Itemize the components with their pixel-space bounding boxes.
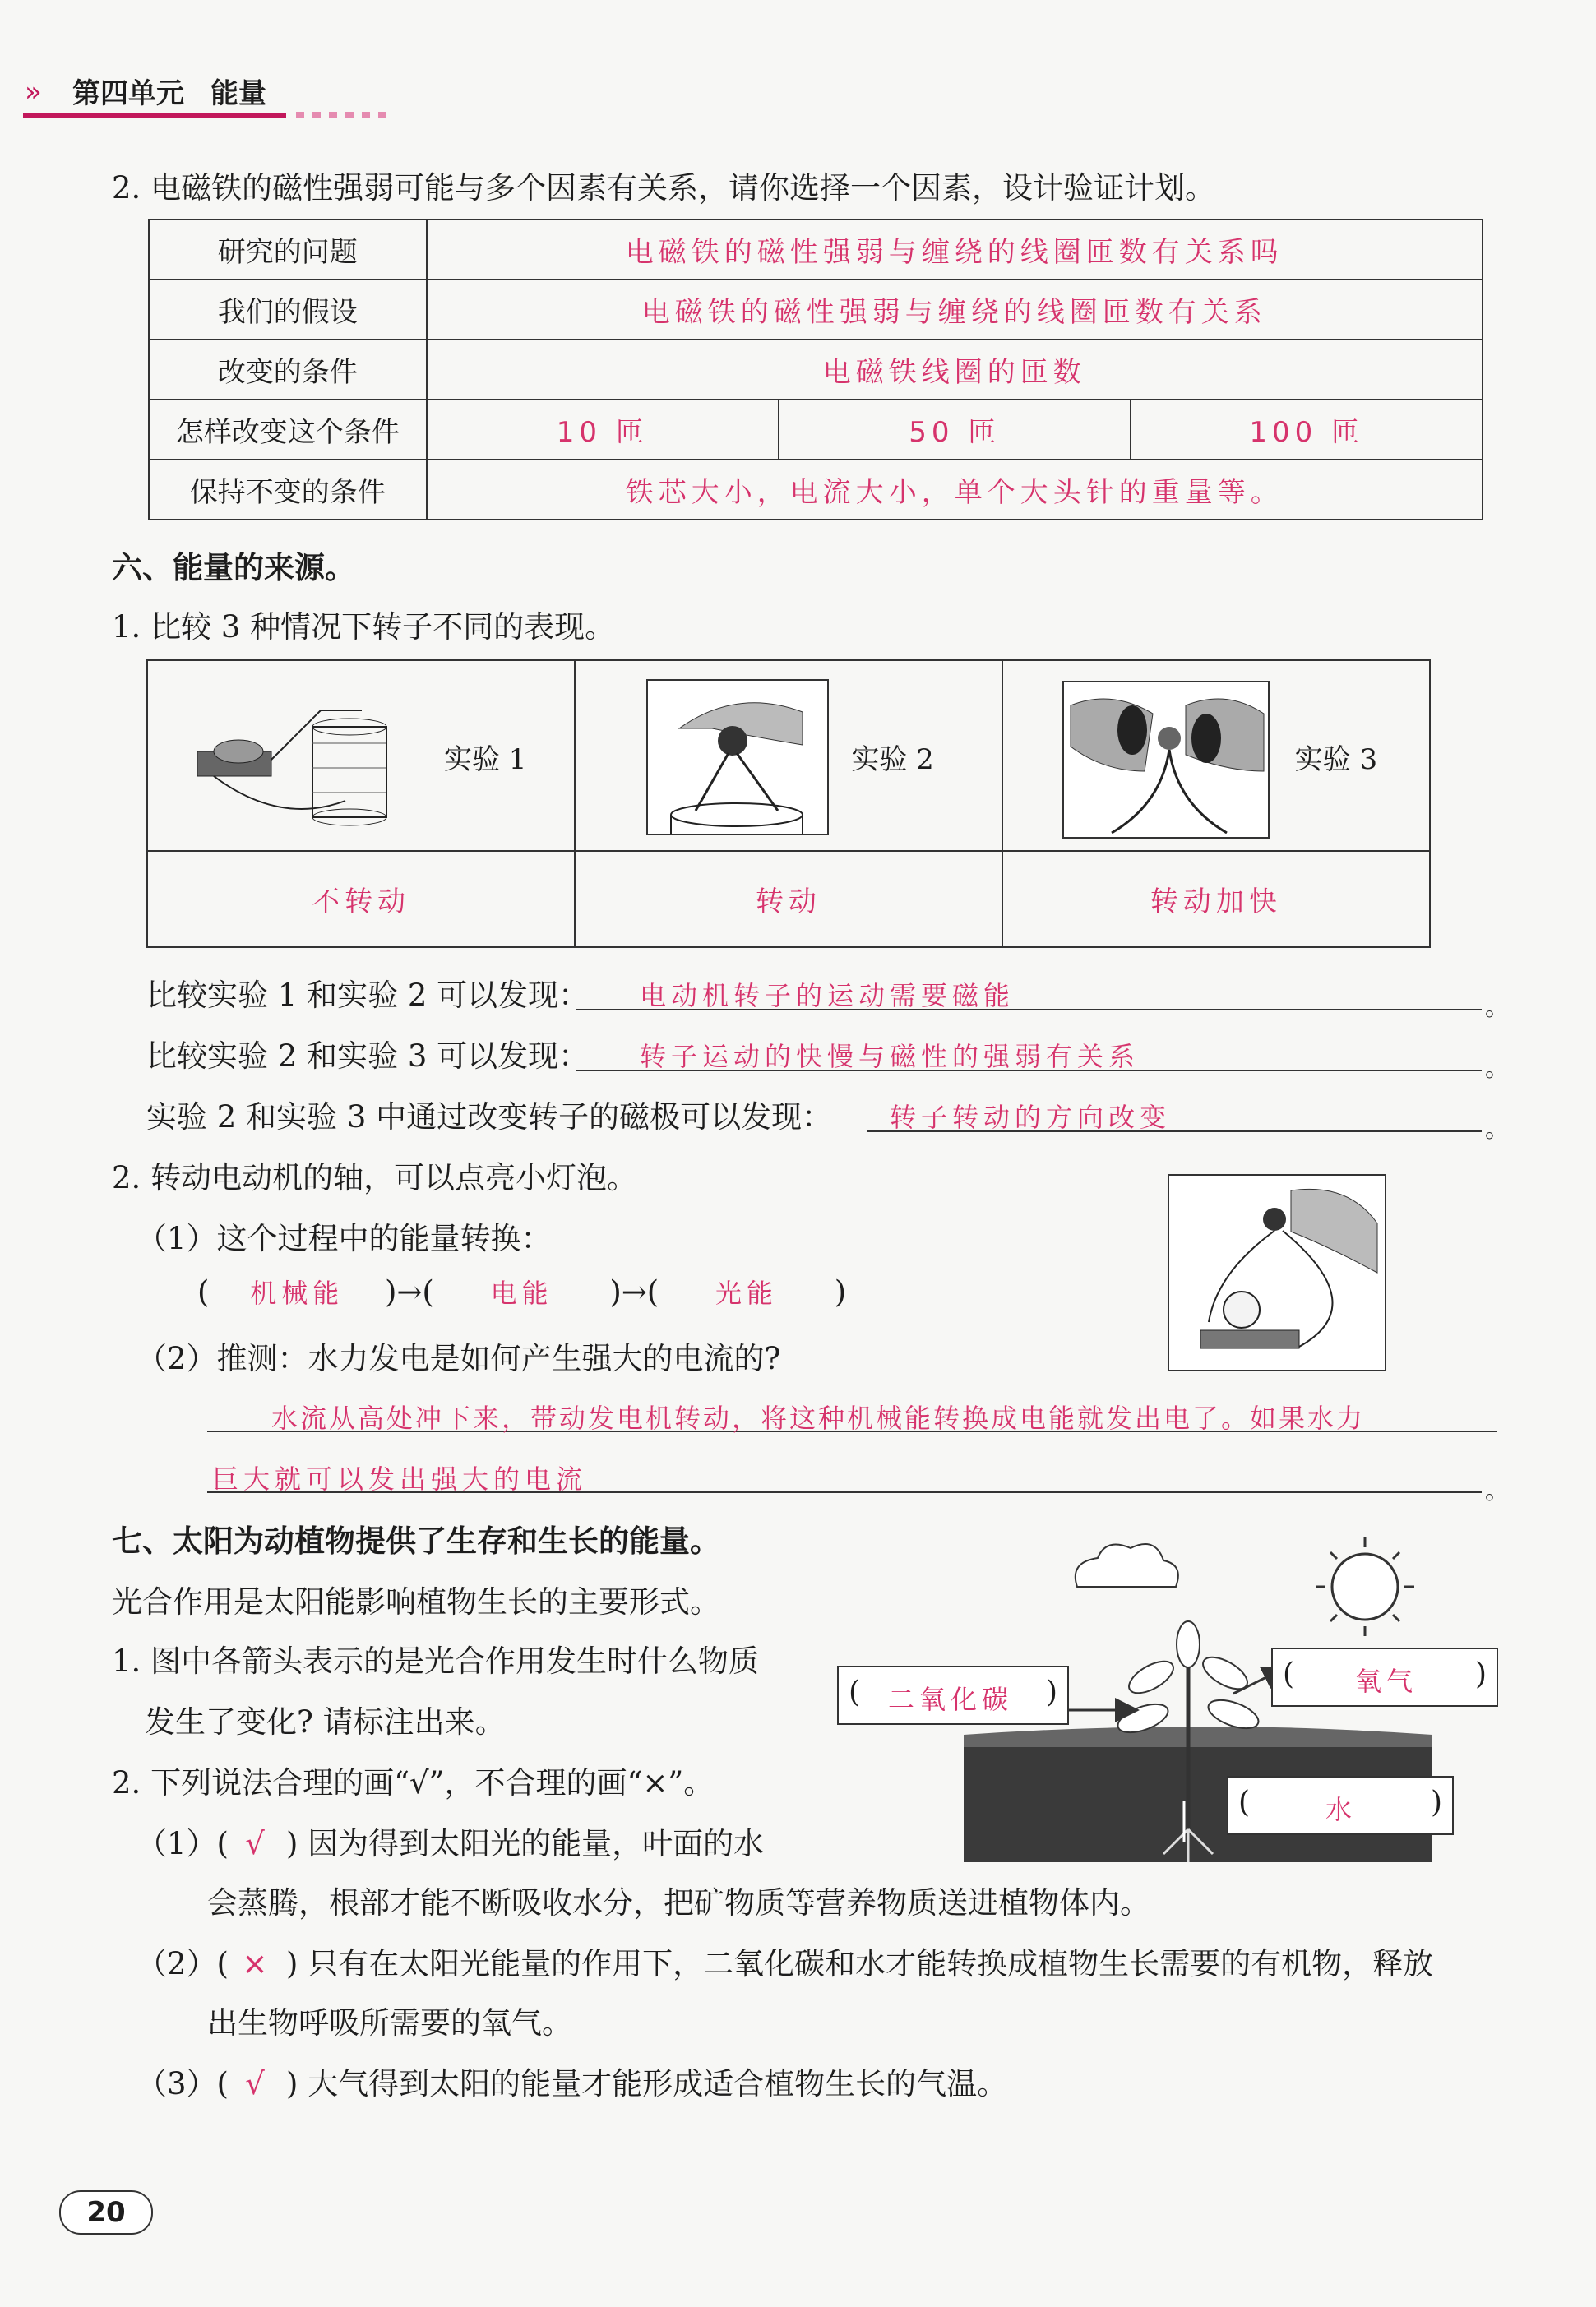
co2-answer: 二氧化碳 [888, 1684, 1014, 1715]
row-label: 研究的问题 [149, 220, 427, 280]
motor-lamp-illustration [1168, 1174, 1386, 1371]
experiment-1-label: 实验 1 [444, 743, 527, 776]
period: 。 [1485, 1477, 1510, 1505]
o2-answer: 氧气 [1355, 1666, 1418, 1697]
chevron-double-icon: » [25, 76, 42, 109]
item-2-mark: × [242, 1946, 273, 1981]
chain-electric-energy: 电能 [490, 1278, 553, 1309]
item-3-mark: √ [245, 2066, 270, 2101]
constant-conditions-answer: 铁芯大小，电流大小，单个大头针的重量等。 [427, 460, 1483, 520]
row-label: 我们的假设 [149, 280, 427, 340]
question-7-1-line2: 发生了变化? 请标注出来。 [145, 1704, 506, 1740]
sun-icon [1332, 1554, 1398, 1620]
item-number: （1） [136, 1826, 217, 1861]
turns-10: 10 匝 [427, 400, 779, 460]
experiment-2-label: 实验 2 [851, 743, 934, 776]
experiment-1-result: 不转动 [147, 851, 575, 947]
experiment-2-result: 转动 [575, 851, 1002, 947]
question-7-2: 2. 下列说法合理的画“√”，不合理的画“×”。 [112, 1765, 715, 1801]
experiment-3-cell [1002, 660, 1430, 851]
row-label: 改变的条件 [149, 340, 427, 400]
experiment-1-illustration [181, 677, 428, 842]
item-number: （3） [136, 2066, 217, 2101]
o2-label-box: ( 氧气 ) [1271, 1648, 1498, 1707]
judge-item-1: （1）( √ ) 因为得到太阳光的能量，叶面的水 [136, 1826, 765, 1861]
energy-chain [197, 1273, 846, 1311]
experiment-3-label: 实验 3 [1294, 743, 1378, 776]
row-label: 保持不变的条件 [149, 460, 427, 520]
compare-2-prompt: 比较实验 2 和实验 3 可以发现： [146, 1038, 590, 1074]
experiment-2-cell [575, 660, 1002, 851]
experiment-3-result: 转动加快 [1002, 851, 1430, 947]
judge-item-3: （3）( √ ) 大气得到太阳的能量才能形成适合植物生长的气温。 [136, 2066, 1008, 2101]
section-7-heading: 七、太阳为动植物提供了生存和生长的能量。 [112, 1523, 720, 1559]
period: 。 [1485, 993, 1510, 1022]
judge-item-2: （2）( × ) 只有在太阳光能量的作用下，二氧化碳和水才能转换成植物生长需要的有机物，释放 [136, 1946, 1434, 1981]
hydropower-answer-line-2: 巨大就可以发出强大的电流 [212, 1463, 588, 1495]
plan-table [148, 219, 1483, 520]
header-rule [23, 113, 286, 118]
paren-close-arrow: )→( [609, 1274, 659, 1310]
experiment-table [146, 659, 1431, 948]
judge-item-2-cont: 出生物呼吸所需要的氧气。 [207, 2005, 572, 2041]
experiment-3-illustration [1062, 681, 1270, 839]
chain-light-energy: 光能 [715, 1278, 779, 1309]
hydropower-answer-line-1: 水流从高处冲下来，带动发电机转动，将这种机械能转换成电能就发出电了。如果水力 [271, 1403, 1366, 1434]
item-number: （2） [136, 1946, 217, 1981]
co2-label-box: ( 二氧化碳 ) [837, 1666, 1069, 1725]
paren-open: ( [197, 1274, 210, 1310]
period: 。 [1485, 1054, 1510, 1083]
paren-close: ) [834, 1274, 847, 1310]
unit-label: 第四单元 [72, 77, 184, 110]
unit-title: 能量 [210, 77, 266, 110]
question-6-1: 1. 比较 3 种情况下转子不同的表现。 [112, 609, 616, 645]
item-1-mark: √ [245, 1826, 270, 1861]
question-6-2-2: （2）推测：水力发电是如何产生强大的电流的? [136, 1341, 781, 1376]
row-label: 怎样改变这个条件 [149, 400, 427, 460]
header-dots [296, 112, 386, 118]
compare-2-answer: 转子运动的快慢与磁性的强弱有关系 [640, 1041, 1140, 1072]
research-question-answer: 电磁铁的磁性强弱与缠绕的线圈匝数有关系吗 [427, 220, 1483, 280]
water-answer: 水 [1325, 1794, 1358, 1825]
experiment-2-illustration [646, 679, 829, 835]
experiment-1-cell [147, 660, 575, 851]
turns-100: 100 匝 [1131, 400, 1483, 460]
hypothesis-answer: 电磁铁的磁性强弱与缠绕的线圈匝数有关系 [427, 280, 1483, 340]
changed-condition-answer: 电磁铁线圈的匝数 [427, 340, 1483, 400]
paren-close-arrow: )→( [384, 1274, 434, 1310]
item-1-text: 因为得到太阳光的能量，叶面的水 [308, 1826, 765, 1861]
chain-mechanical-energy: 机械能 [250, 1278, 345, 1309]
turns-50: 50 匝 [779, 400, 1131, 460]
compare-1-prompt: 比较实验 1 和实验 2 可以发现： [146, 978, 590, 1013]
period: 。 [1485, 1115, 1510, 1144]
item-2-text: 只有在太阳光能量的作用下，二氧化碳和水才能转换成植物生长需要的有机物，释放 [308, 1946, 1434, 1981]
item-3-text: 大气得到太阳的能量才能形成适合植物生长的气温。 [308, 2066, 1008, 2101]
compare-3-prompt: 实验 2 和实验 3 中通过改变转子的磁极可以发现： [146, 1099, 833, 1135]
water-label-box: ( 水 ) [1227, 1776, 1454, 1835]
compare-3-answer: 转子转动的方向改变 [890, 1102, 1172, 1133]
question-7-1-line1: 1. 图中各箭头表示的是光合作用发生时什么物质 [112, 1644, 760, 1679]
section-7-intro: 光合作用是太阳能影响植物生长的主要形式。 [112, 1584, 720, 1620]
question-6-2-1: （1）这个过程中的能量转换： [136, 1221, 552, 1256]
cloud-icon [1076, 1544, 1178, 1587]
question-6-2: 2. 转动电动机的轴，可以点亮小灯泡。 [112, 1160, 638, 1195]
question-5-2: 2. 电磁铁的磁性强弱可能与多个因素有关系，请你选择一个因素，设计验证计划。 [112, 170, 1216, 206]
section-6-heading: 六、能量的来源。 [112, 550, 355, 585]
page-number: 20 [59, 2190, 153, 2235]
judge-item-1-cont: 会蒸腾，根部才能不断吸收水分，把矿物质等营养物质送进植物体内。 [207, 1885, 1150, 1921]
compare-1-answer: 电动机转子的运动需要磁能 [640, 980, 1015, 1011]
